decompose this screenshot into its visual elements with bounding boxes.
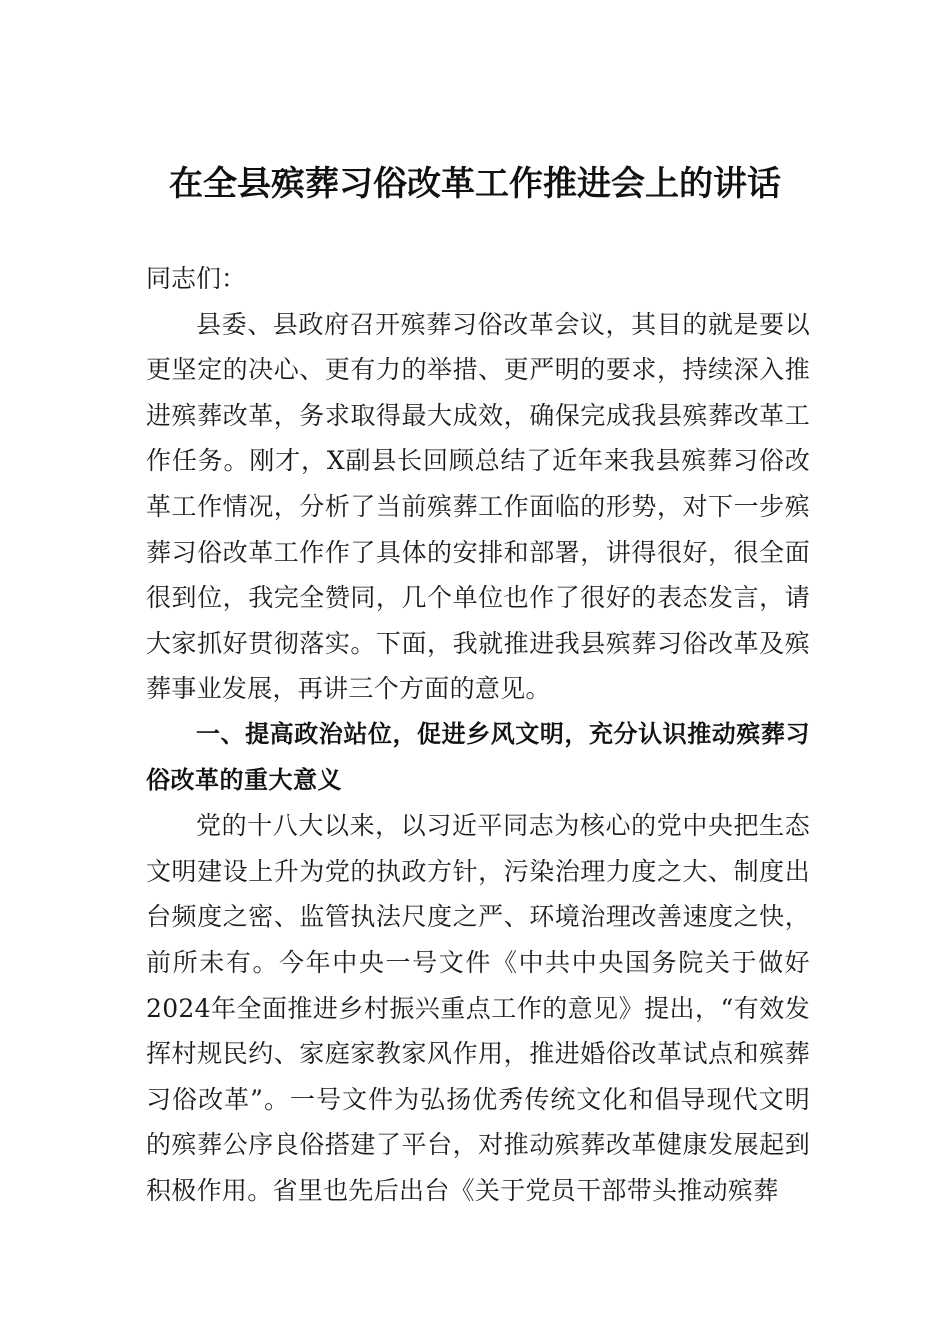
document-body: [146, 256, 810, 1213]
paragraph: 县委、县政府召开殡葬习俗改革会议，其目的就是要以更坚定的决心、更有力的举措、更严明的要求，持续深入推进殡葬改革，务求取得最大成效，确保完成我县殡葬改革工作任务。刚才，X副县长回顾总结了近年来我县殡葬习俗改革工作情况，分析了当前殡葬工作面临的形势，对下一步殡葬习俗改革工作作了具体的安排和部署，讲得很好，很全面很到位，我完全赞同，几个单位也作了很好的表态发言，请大家抓好贯彻落实。下面，我就推进我县殡葬习俗改革及殡葬事业发展，再讲三个方面的意见。: [146, 309, 810, 704]
paragraph: 党的十八大以来，以习近平同志为核心的党中央把生态文明建设上升为党的执政方针，污染治理力度之大、制度出台频度之密、监管执法尺度之严、环境治理改善速度之快，前所未有。今年中央一号文件《中共中央国务院关于做好2024年全面推进乡村振兴重点工作的意见》提出，“有效发挥村规民约、家庭家教家风作用，推进婚俗改革试点和殡葬习俗改革”。一号文件为弘扬优秀传统文化和倡导现代文明的殡葬公序良俗搭建了平台，对推动殡葬改革健康发展起到积极作用。省里也先后出台《关于党员干部带头推动殡葬: [146, 811, 810, 1205]
section-heading: 一、提高政治站位，促进乡风文明，充分认识推动殡葬习俗改革的重大意义: [146, 719, 810, 794]
greeting: 同志们：: [146, 264, 247, 293]
document-title: 在全县殡葬习俗改革工作推进会上的讲话: [169, 164, 781, 204]
